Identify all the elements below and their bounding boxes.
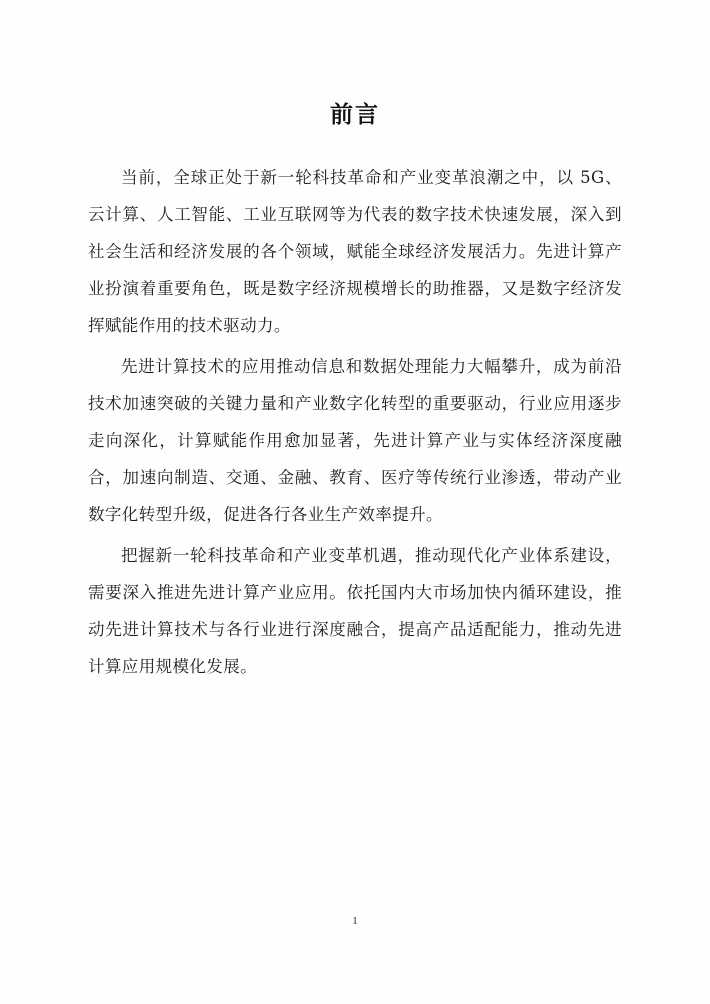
paragraph-1: 当前，全球正处于新一轮科技革命和产业变革浪潮之中，以 5G、云计算、人工智能、工业互联网等为代表的数字技术快速发展，深入到社会生活和经济发展的各个领域，赋能全球经济发展活力。先进计算产业扮演着重要角色，既是数字经济规模增长的助推器，又是数字经济发挥赋能作用的技术驱动力。 bbox=[88, 168, 622, 335]
paragraph-3: 把握新一轮科技革命和产业变革机遇，推动现代化产业体系建设，需要深入推进先进计算产业应用。依托国内大市场加快内循环建设，推动先进计算技术与各行业进行深度融合，提高产品适配能力，推动先进计算应用规模化发展。 bbox=[88, 546, 622, 676]
paragraph-2: 先进计算技术的应用推动信息和数据处理能力大幅攀升，成为前沿技术加速突破的关键力量和产业数字化转型的重要驱动，行业应用逐步走向深化，计算赋能作用愈加显著，先进计算产业与实体经济深度融合，加速向制造、交通、金融、教育、医疗等传统行业渗透，带动产业数字化转型升级，促进各行各业生产效率提升。 bbox=[88, 357, 622, 524]
page-title: 前言 bbox=[330, 102, 380, 128]
page-number: 1 bbox=[352, 915, 358, 927]
page-content bbox=[88, 96, 622, 689]
